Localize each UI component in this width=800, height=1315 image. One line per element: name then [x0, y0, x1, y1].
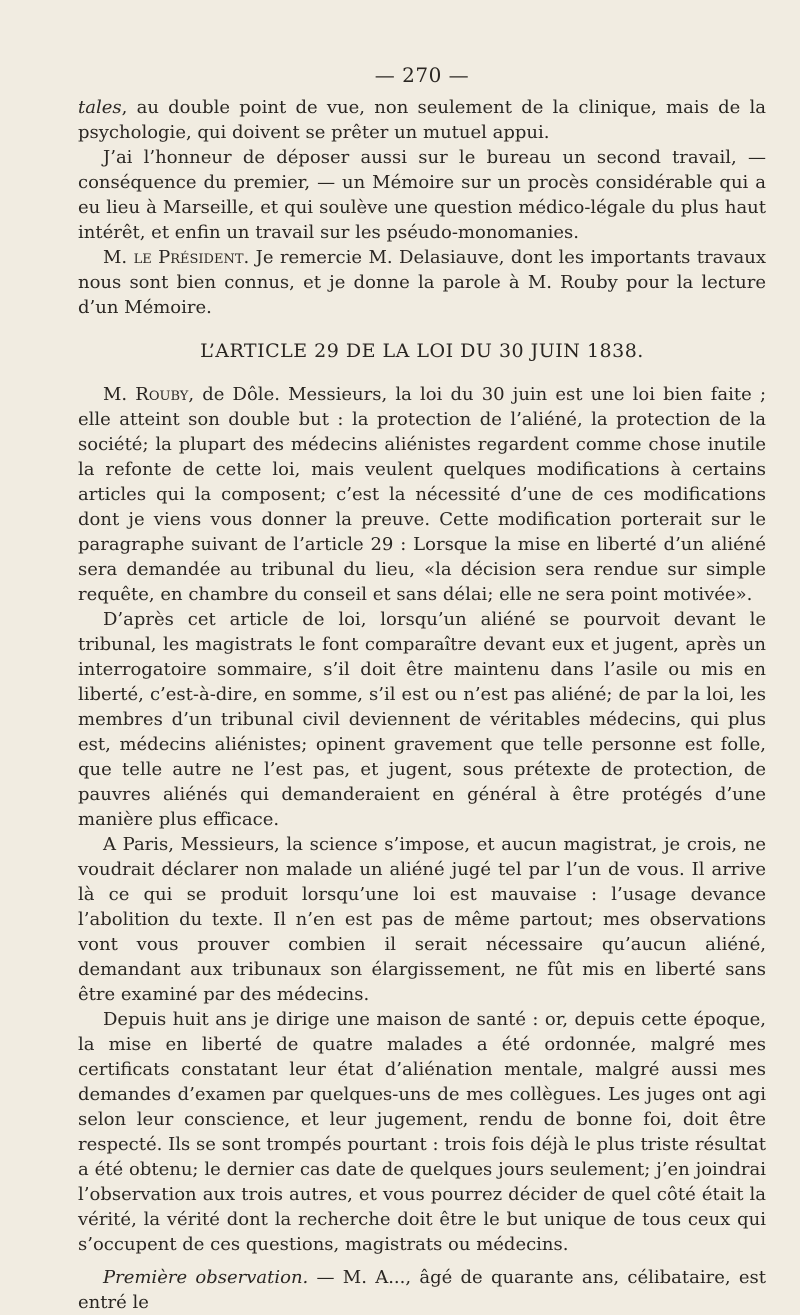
paragraph-president [78, 245, 766, 320]
paragraph-first-observation [78, 1265, 766, 1315]
speaker-prefix: M. [103, 247, 134, 268]
paragraph-paris: A Paris, Messieurs, la science s’impose, et aucun magistrat, je crois, ne voudrait déclarer non malade un aliéné jugé tel par l’un de vous. Il arrive là ce qui se produit lorsqu’une loi est mauvaise : l’usage devance l’abolition du texte. Il n’en est pas de même partout; mes observations vont vous prouver combien il serait nécessaire qu’aucun aliéné, demandant aux tribunaux son élargissement, ne fût mis en liberté sans être examiné par des médecins. [78, 834, 766, 1005]
paragraph-text: , de Dôle. Messieurs, la loi du 30 juin est une loi bien faite ; elle atteint son double but : la protection de l’aliéné, la protection de la société; la plupart des médecins aliénistes regardent comme chose inutile la refonte de cette loi, mais veulent quelques modifications à certains articles qui la composent; c’est la nécessité d’une de ces modifications dont je viens vous donner la preuve. Cette modification porterait sur le paragraphe suivant de l’article 29 : Lorsque la mise en liberté d’un aliéné sera demandée au tribunal du lieu, «la décision sera rendue sur simple requête, en chambre du conseil et sans délai; elle ne sera point motivée». [78, 384, 767, 605]
page-number: — 270 — [374, 63, 470, 87]
speaker-name: le Président [133, 247, 244, 268]
paragraph-rouby [78, 382, 766, 607]
observation-title: Première observation. [103, 1267, 309, 1288]
speaker-prefix: M. [103, 384, 136, 405]
paragraph-eight-years: Depuis huit ans je dirige une maison de santé : or, depuis cette époque, la mise en liberté de quatre malades a été ordonnée, malgré mes certificats constatant leur état d’aliénation mentale, malgré aussi mes demandes d’examen par quelques-uns de mes collègues. Les juges ont agi selon leur conscience, et leur jugement, rendu de bonne foi, doit être respecté. Ils se sont trompés pourtant : trois fois déjà le plus triste résultat a été obtenu; le dernier cas date de quelques jours seulement; j’en joindrai l’observation aux trois autres, et vous pourrez décider de quel côté était la vérité, la vérité dont la recherche doit être le but unique de tous ceux qui s’occupent de ces questions, magistrats ou médecins. [78, 1009, 766, 1255]
paragraph-text: . Je remercie M. Delasiauve, dont les importants travaux nous sont bien connus, et je donne la parole à M. Rouby pour la lecture d’un Mémoire. [78, 247, 767, 318]
paragraph-continuation [78, 95, 766, 145]
paragraph-second-work: J’ai l’honneur de déposer aussi sur le bureau un second travail, — conséquence du premier, — un Mémoire sur un procès considérable qui a eu lieu à Marseille, et qui soulève une question médico-légale du plus haut intérêt, et enfin un travail sur les pséudo-monomanies. [78, 147, 766, 243]
document-page [78, 62, 767, 1313]
italic-word: tales [78, 97, 122, 118]
section-heading: L’ARTICLE 29 DE LA LOI DU 30 JUIN 1838. [200, 340, 644, 362]
speaker-name: Rouby [135, 384, 189, 405]
paragraph-article-law: D’après cet article de loi, lorsqu’un aliéné se pourvoit devant le tribunal, les magistrats le font comparaître devant eux et jugent, après un interrogatoire sommaire, s’il doit être maintenu dans l’asile ou mis en liberté, c’est-à-dire, en somme, s’il est ou n’est pas aliéné; de par la loi, les membres d’un tribunal civil deviennent de véritables médecins, qui plus est, médecins aliénistes; opinent gravement que telle personne est folle, que telle autre ne l’est pas, et jugent, sous prétexte de protection, de pauvres aliénés qui demanderaient en général à être protégés d’une manière plus efficace. [78, 609, 766, 830]
paragraph-text: — M. A..., âgé de quarante ans, célibataire, est entré le [78, 1267, 766, 1313]
paragraph-text: , au double point de vue, non seulement de la clinique, mais de la psychologie, qui doivent se prêter un mutuel appui. [78, 97, 766, 143]
